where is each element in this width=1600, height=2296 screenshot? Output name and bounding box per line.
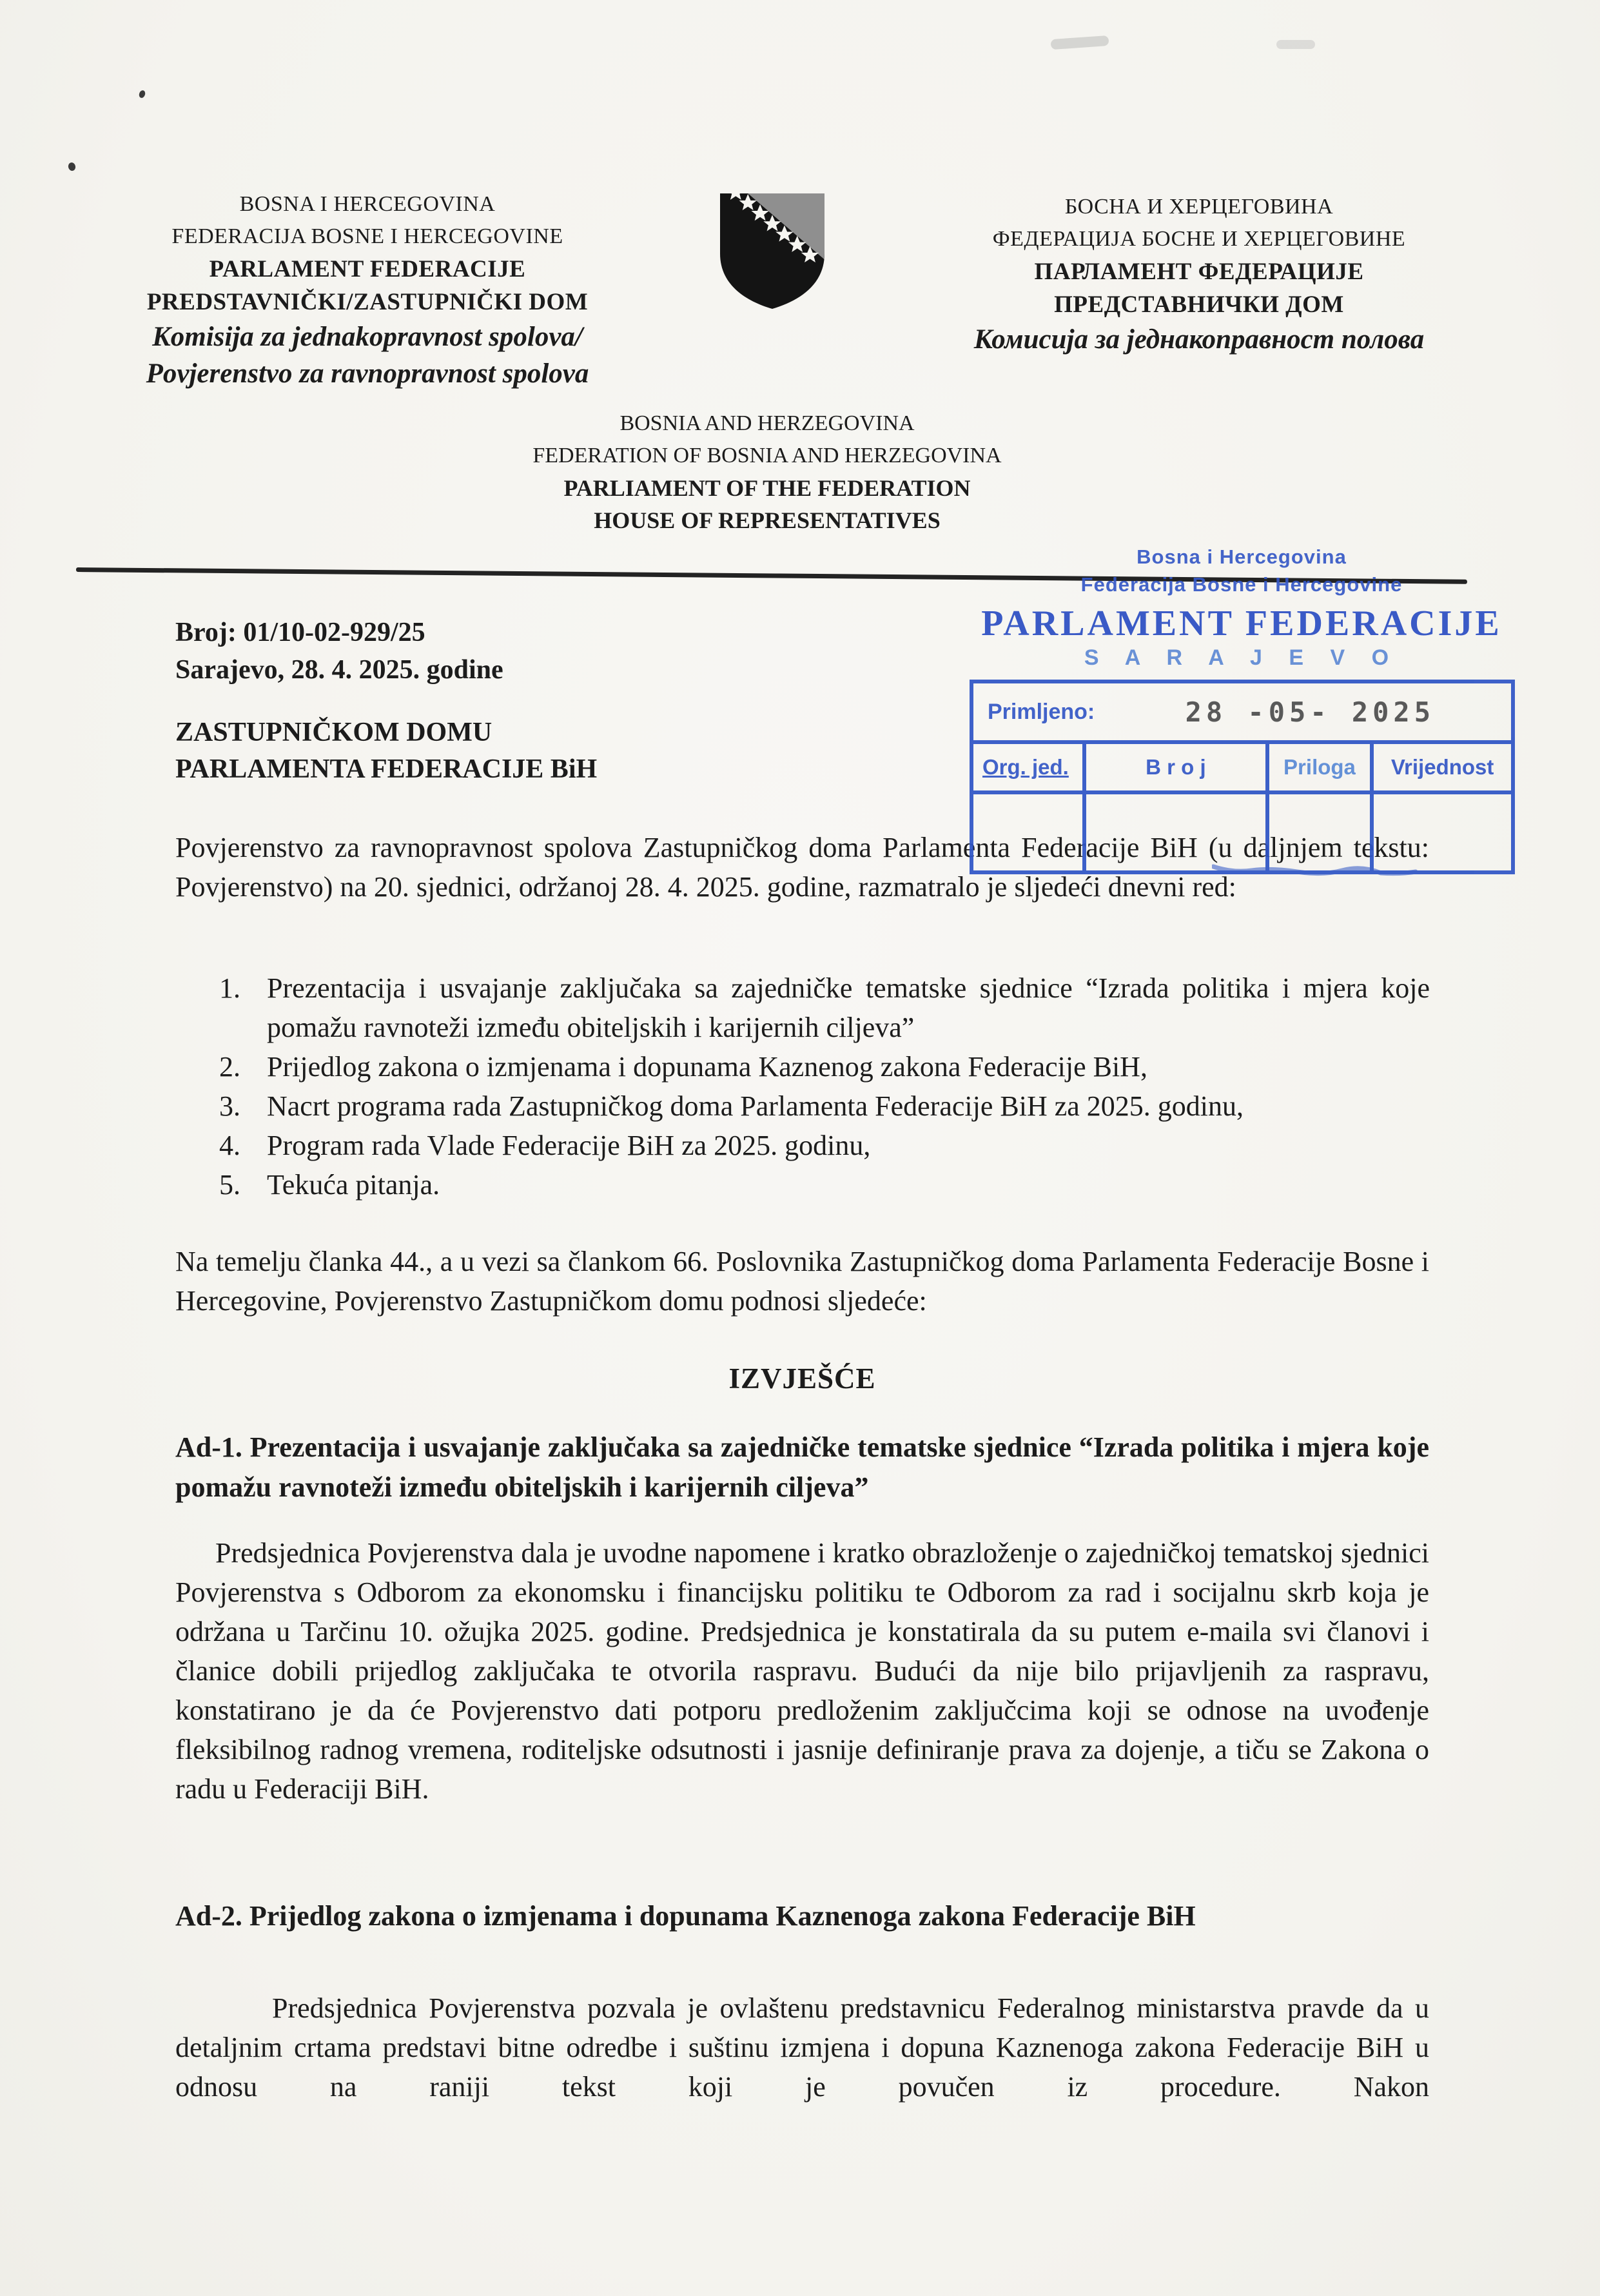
section-ad1-body: Predsjednica Povjerenstva dala je uvodne napomene i kratko obrazloženje o zajedničkoj tematskoj sjednici Povjerenstva s Odborom za ekonomsku i financijsku politiku te Odborom za rad i socijalnu skrb koja je održana u Tarčinu 10. ožujka 2025. godine. Predsjednica je konstatirala da su putem e-maila svi članovi i članice dobili prijedlog zaključaka te otvorila raspravu. Budući da nije bilo prijavljenih za raspravu, konstatirano je da će Povjerenstvo dati potporu predloženim zaključcima koji se odnose na uvođenje fleksibilnog radnog vremena, roditeljske odsutnosti i jasnije definiranje prava za dojenje, a tiču se Zakona o radu u Federaciji BiH. bbox=[175, 1537, 1429, 1805]
agenda-item bbox=[219, 1047, 1430, 1086]
section-ad2-body: Predsjednica Povjerenstva pozvala je ovlaštenu predstavnicu Federalnog ministarstva pravde da u detaljnim crtama predstavi bitne odredbe i suštinu izmjena i dopuna Kaznenoga zakona Federacije BiH u odnosu na raniji tekst koji je povučen iz procedure. Nakon bbox=[175, 1992, 1429, 2103]
agenda-item bbox=[219, 1126, 1430, 1165]
stamp-col-broj: B r o j bbox=[1086, 744, 1269, 790]
stamp-received-row bbox=[973, 683, 1511, 744]
reference-number: Broj: 01/10-02-929/25 bbox=[175, 618, 425, 647]
legal-basis-paragraph: Na temelju članka 44., a u vezi sa člankom 66. Poslovnika Zastupničkog doma Parlamenta Federacije Bosne i Hercegovine, Povjerenstvo Zastupničkom domu podnosi sljedeće: bbox=[175, 1246, 1429, 1317]
addressee-block bbox=[175, 714, 597, 788]
letterhead-line: BOSNIA AND HERZEGOVINA bbox=[620, 411, 915, 435]
letterhead-line: ПРЕДСТАВНИЧКИ ДОМ bbox=[1054, 291, 1344, 318]
letterhead-english bbox=[425, 407, 1109, 536]
letterhead-latin bbox=[77, 188, 658, 392]
agenda-item bbox=[219, 1086, 1430, 1126]
stamp-org-line: Federacija Bosne i Hercegovine bbox=[1080, 573, 1403, 596]
addressee-line: ZASTUPNIČKOM DOMU bbox=[175, 718, 493, 747]
letterhead-line: Komisija za jednakopravnost spolova/ bbox=[152, 322, 583, 352]
stamp-received-date: 28 -05- 2025 bbox=[1185, 696, 1435, 728]
receipt-stamp bbox=[954, 543, 1529, 874]
letterhead-line: PREDSTAVNIČKI/ZASTUPNIČKI DOM bbox=[146, 289, 589, 315]
agenda-item-text: Prijedlog zakona o izmjenama i dopunama Kaznenog zakona Federacije BiH, bbox=[267, 1051, 1147, 1083]
section-ad1-heading: Ad-1. Prezentacija i usvajanje zaključaka sa zajedničke tematske sjednice “Izrada politika i mjera koje pomažu ravnoteži između obiteljskih i karijernih ciljeva” bbox=[175, 1431, 1429, 1503]
letterhead-line: ФЕДЕРАЦИЈА БОСНЕ И ХЕРЦЕГОВИНЕ bbox=[992, 227, 1406, 251]
agenda-item bbox=[219, 1165, 1430, 1204]
letterhead-line: PARLIAMENT OF THE FEDERATION bbox=[563, 475, 971, 501]
stamp-city: S A R A J E V O bbox=[1084, 645, 1400, 670]
agenda-item-number: 3. bbox=[219, 1090, 240, 1122]
agenda-item-text: Program rada Vlade Federacije BiH za 2025. godinu, bbox=[267, 1130, 871, 1161]
section-ad2-heading: Ad-2. Prijedlog zakona o izmjenama i dopunama Kaznenoga zakona Federacije BiH bbox=[175, 1900, 1196, 1932]
agenda-item-text: Tekuća pitanja. bbox=[267, 1169, 440, 1201]
scan-smudge bbox=[1276, 40, 1315, 49]
agenda-item-number: 1. bbox=[219, 972, 240, 1004]
scan-speck bbox=[138, 90, 146, 99]
agenda-item-text: Prezentacija i usvajanje zaključaka sa zajedničke tematske sjednice “Izrada politika i mjera koje pomažu ravnoteži između obiteljskih i karijernih ciljeva” bbox=[267, 972, 1430, 1043]
letterhead-line: ПАРЛАМЕНТ ФЕДЕРАЦИЈЕ bbox=[1034, 259, 1364, 285]
stamp-received-label: Primljeno: bbox=[988, 699, 1095, 724]
letterhead-line: Комисија за једнакоправност полова bbox=[973, 324, 1425, 355]
stamp-title: PARLAMENT FEDERACIJE bbox=[981, 603, 1502, 643]
letterhead-cyrillic bbox=[902, 191, 1496, 358]
letterhead-line: Povjerenstvo za ravnopravnost spolova bbox=[146, 358, 589, 389]
letterhead-line: BOSNA I HERCEGOVINA bbox=[239, 192, 496, 216]
agenda-item-number: 4. bbox=[219, 1130, 240, 1161]
letterhead-line: БОСНА И ХЕРЦЕГОВИНА bbox=[1064, 195, 1334, 219]
stamp-empty-row bbox=[973, 794, 1511, 870]
agenda-item-text: Nacrt programa rada Zastupničkog doma Parlamenta Federacije BiH za 2025. godinu, bbox=[267, 1090, 1244, 1122]
scan-speck bbox=[68, 162, 77, 172]
agenda-item bbox=[219, 968, 1430, 1047]
stamp-col-org-jed: Org. jed. bbox=[973, 744, 1086, 790]
stamp-ink-smudge bbox=[1212, 863, 1418, 879]
stamp-column-headers bbox=[973, 744, 1511, 794]
stamp-org-line: Bosna i Hercegovina bbox=[1137, 545, 1347, 568]
agenda-list bbox=[219, 968, 1430, 1204]
agenda-item-number: 2. bbox=[219, 1051, 240, 1083]
addressee-line: PARLAMENTA FEDERACIJE BiH bbox=[175, 754, 598, 784]
agenda-item-number: 5. bbox=[219, 1169, 240, 1201]
letterhead-line: HOUSE OF REPRESENTATIVES bbox=[594, 507, 941, 533]
reference-place-date: Sarajevo, 28. 4. 2025. godine bbox=[175, 655, 503, 685]
reference-block bbox=[175, 614, 503, 689]
intro-paragraph: Povjerenstvo za ravnopravnost spolova Zastupničkog doma Parlamenta Federacije BiH (u daljnjem tekstu: Povjerenstvo) na 20. sjednici, održanoj 28. 4. 2025. godine, razmatralo je sljedeći dnevni red: bbox=[175, 832, 1429, 903]
stamp-col-priloga: Priloga bbox=[1269, 744, 1374, 790]
letterhead-line: FEDERACIJA BOSNE I HERCEGOVINE bbox=[171, 224, 563, 248]
stamp-col-vrijednost: Vrijednost bbox=[1390, 755, 1494, 779]
letterhead-line: PARLAMENT FEDERACIJE bbox=[209, 256, 526, 282]
scan-smudge bbox=[1051, 35, 1109, 50]
letterhead-line: FEDERATION OF BOSNIA AND HERZEGOVINA bbox=[532, 444, 1002, 467]
stamp-table bbox=[970, 680, 1515, 874]
coat-of-arms-icon bbox=[714, 188, 830, 314]
report-title: IZVJEŠĆE bbox=[728, 1362, 876, 1395]
